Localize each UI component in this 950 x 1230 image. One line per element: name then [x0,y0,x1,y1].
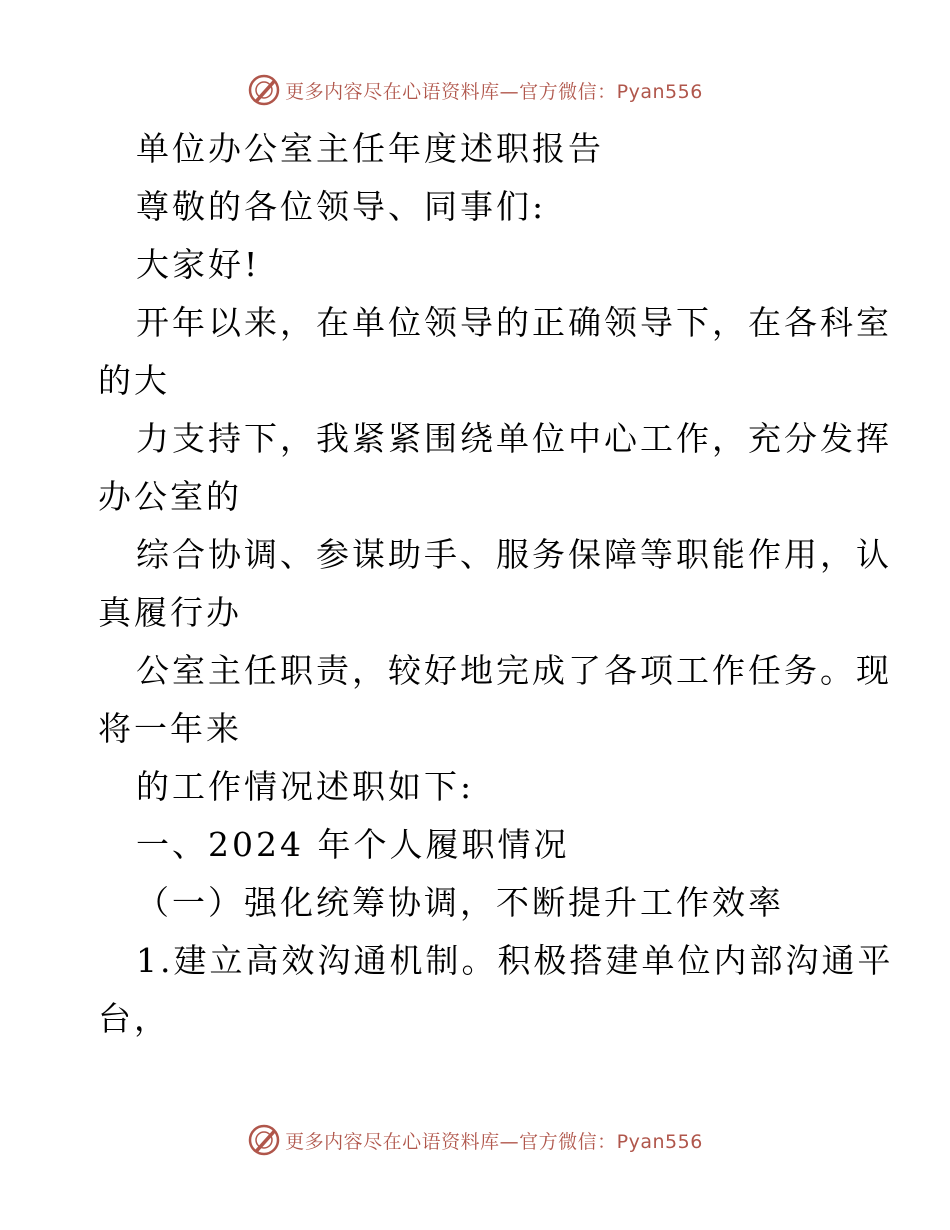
watermark-text: 更多内容尽在心语资料库—官方微信：Pyan556 [285,1130,703,1153]
header-watermark [0,70,950,110]
document-line: 综合协调、参谋助手、服务保障等职能作用，认 [136,535,892,574]
document-line: 将一年来 [98,709,242,748]
document-line: 的工作情况述职如下: [136,767,475,806]
document-line: 的大 [98,361,170,400]
document-line: 一、2024 年个人履职情况 [136,825,570,864]
quill-seal-icon [247,73,281,107]
document-body [98,120,894,1048]
quill-seal-icon [247,1123,281,1157]
document-line: 尊敬的各位领导、同事们: [136,187,547,226]
document-line: 真履行办 [98,593,242,632]
document-line: 办公室的 [98,477,242,516]
document-line: 开年以来，在单位领导的正确领导下，在各科室 [136,303,892,342]
document-line: 公室主任职责，较好地完成了各项工作任务。现 [136,651,892,690]
document-line: （一）强化统筹协调，不断提升工作效率 [136,883,784,922]
document-line: 单位办公室主任年度述职报告 [136,129,604,168]
watermark-text: 更多内容尽在心语资料库—官方微信：Pyan556 [285,80,703,103]
document-line: 大家好! [136,245,261,284]
document-line: 台， [98,999,170,1038]
document-line: 1.建立高效沟通机制。积极搭建单位内部沟通平 [136,941,894,980]
document-line: 力支持下，我紧紧围绕单位中心工作，充分发挥 [136,419,892,458]
footer-watermark [0,1120,950,1160]
